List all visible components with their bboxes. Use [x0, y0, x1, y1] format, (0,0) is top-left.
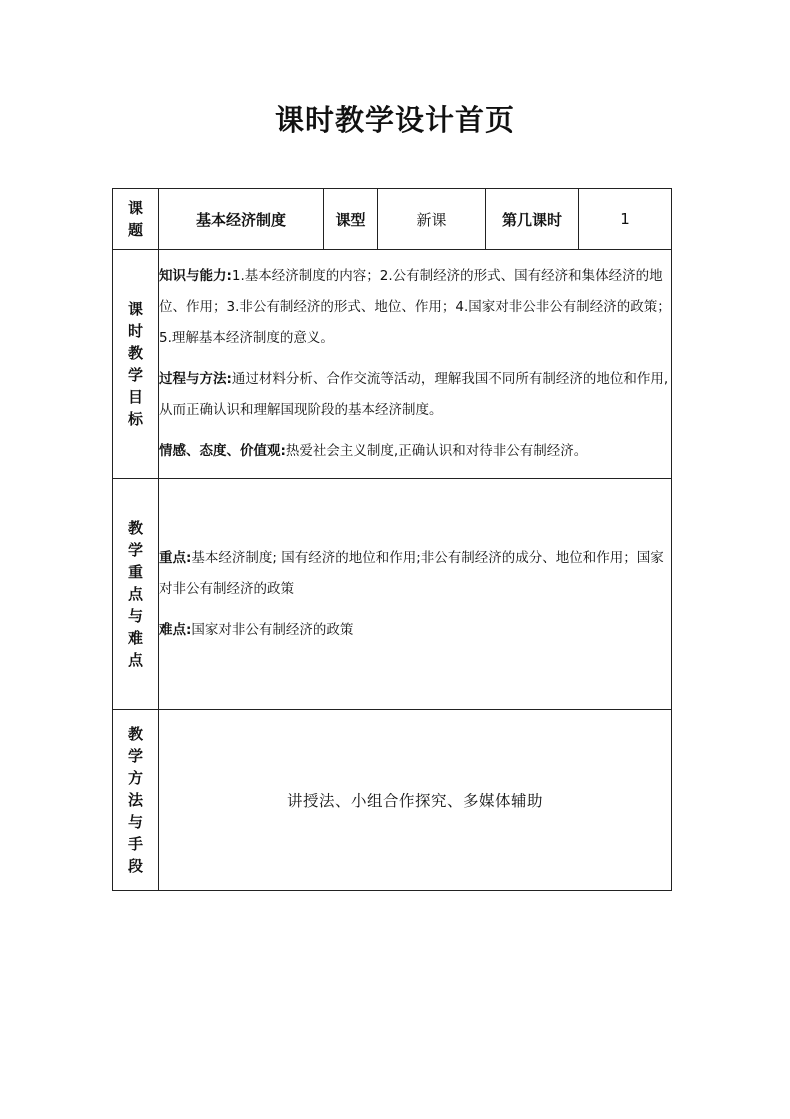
key-points-label: 教 学 重 点 与 难 点 [113, 479, 159, 710]
key-point: 重点:基本经济制度; 国有经济的地位和作用;非公有制经济的成分、地位和作用；国家对非公有制经济的政策 [159, 549, 664, 597]
lesson-design-table [112, 188, 672, 891]
period-value: 1 [579, 189, 672, 250]
header-row [113, 189, 672, 250]
lesson-type-value: 新课 [378, 189, 486, 250]
methods-content: 讲授法、小组合作探究、多媒体辅助 [159, 710, 672, 891]
methods-row [113, 710, 672, 891]
key-points-content [159, 479, 672, 710]
difficult-point: 难点:国家对非公有制经济的政策 [159, 621, 354, 638]
emotion-objective: 情感、态度、价值观:热爱社会主义制度,正确认识和对待非公有制经济。 [159, 443, 588, 459]
topic-value: 基本经济制度 [159, 189, 324, 250]
knowledge-objective: 知识与能力:1.基本经济制度的内容；2.公有制经济的形式、国有经济和集体经济的地位、作用；3.非公有制经济的形式、地位、作用；4.国家对非公非公有制经济的政策；5.理解基本经济制度的意义。 [159, 268, 671, 346]
key-points-row [113, 479, 672, 710]
lesson-type-label: 课型 [324, 189, 378, 250]
period-label: 第几课时 [486, 189, 579, 250]
page-title: 课时教学设计首页 [274, 103, 515, 137]
objectives-content [159, 250, 672, 479]
objectives-row [113, 250, 672, 479]
process-objective: 过程与方法:通过材料分析、合作交流等活动，理解我国不同所有制经济的地位和作用,从而正确认识和理解国现阶段的基本经济制度。 [159, 371, 669, 418]
topic-label: 课 题 [113, 189, 159, 250]
objectives-label: 课 时 教 学 目 标 [113, 250, 159, 479]
methods-label: 教 学 方 法 与 手 段 [113, 710, 159, 891]
